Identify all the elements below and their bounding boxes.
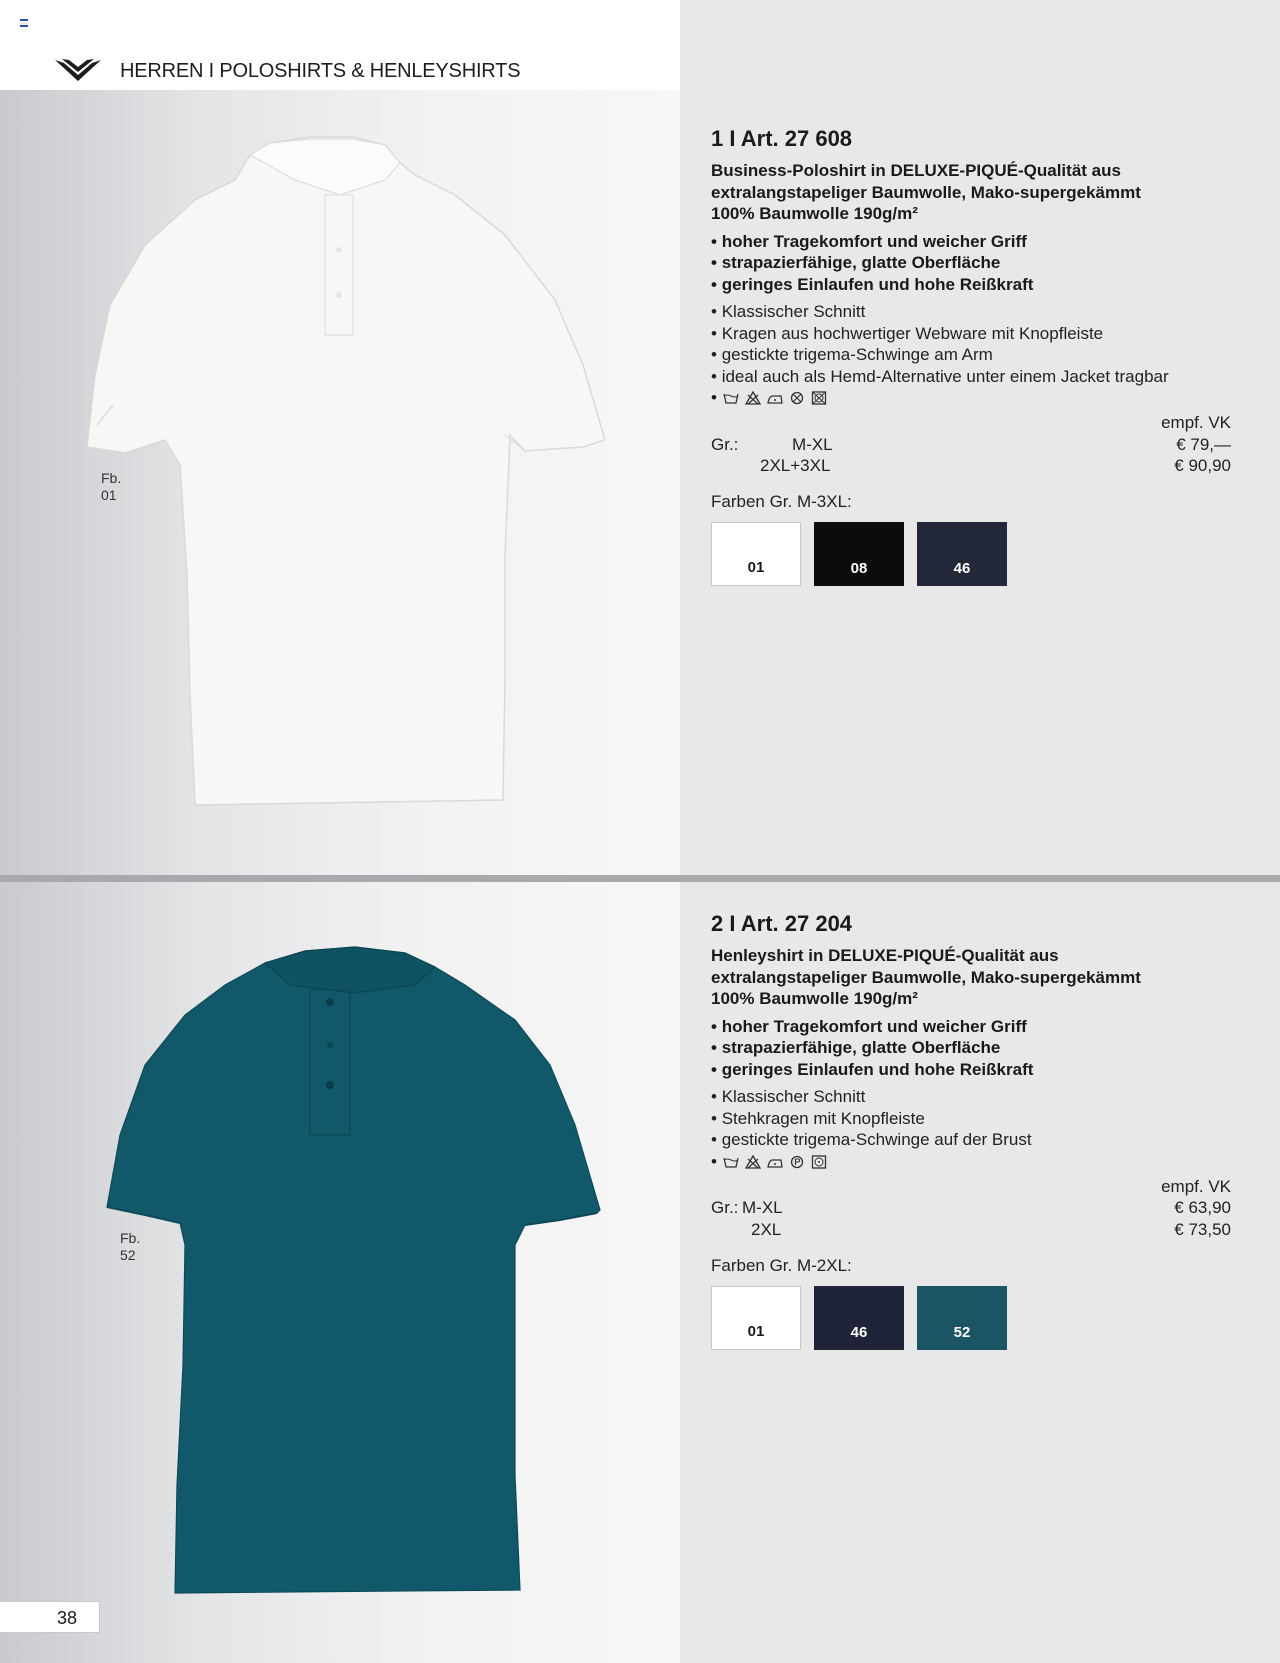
care-symbols — [711, 1152, 1231, 1172]
no-bleach-icon — [745, 391, 761, 405]
feature-item: • Stehkragen mit Knopfleiste — [711, 1108, 1231, 1130]
dry-clean-p-icon — [789, 1155, 805, 1169]
color-swatch-46[interactable] — [814, 1286, 904, 1350]
page-number-box — [0, 1601, 100, 1633]
no-bleach-icon — [745, 1155, 761, 1169]
feature-item: • Klassischer Schnitt — [711, 301, 1231, 323]
teal-henleyshirt-image — [105, 945, 605, 1595]
language-flag-icon[interactable] — [20, 19, 28, 27]
key-features-list — [711, 1016, 1231, 1081]
swatch-code: 46 — [850, 1323, 868, 1341]
price-table — [711, 1176, 1231, 1242]
description-line: Henleyshirt in DELUXE-PIQUÉ-Qualität aus — [711, 946, 1059, 965]
colors-title: Farben Gr. M-2XL: — [711, 1255, 852, 1275]
feature-item: • gestickte trigema-Schwinge auf der Brust — [711, 1129, 1231, 1151]
no-tumble-dry-icon — [789, 391, 805, 405]
wash-40-icon — [723, 391, 739, 405]
iron-icon — [767, 1155, 783, 1169]
price-value: € 79,— — [1176, 434, 1231, 454]
description-line: Business-Poloshirt in DELUXE-PIQUÉ-Qualität aus — [711, 161, 1121, 180]
feature-item: • Klassischer Schnitt — [711, 1086, 1231, 1108]
price-table — [711, 412, 1231, 478]
swatch-code: 46 — [953, 560, 971, 577]
iron-icon — [767, 391, 783, 405]
feature-item: • gestickte trigema-Schwinge am Arm — [711, 344, 1231, 366]
no-dry-clean-icon — [811, 391, 827, 405]
price-value: € 73,50 — [1174, 1219, 1231, 1239]
description-line: extralangstapeliger Baumwolle, Mako-supergekämmt — [711, 182, 1141, 202]
swatch-code: 52 — [953, 1323, 971, 1341]
bullet — [711, 388, 717, 408]
article-title: 1 I Art. 27 608 — [711, 126, 853, 151]
trigema-logo-icon — [54, 57, 102, 85]
color-swatch-46[interactable] — [917, 522, 1007, 586]
key-features-list — [711, 231, 1231, 296]
color-code-label-2 — [120, 1230, 140, 1264]
price-header: empf. VK — [1161, 413, 1231, 432]
product-description — [711, 160, 1231, 225]
colors-title: Farben Gr. M-3XL: — [711, 492, 852, 511]
swatch-code: 08 — [850, 560, 868, 577]
price-value: € 63,90 — [1174, 1198, 1231, 1217]
feature-item: • strapazierfähige, glatte Oberfläche — [711, 252, 1231, 274]
feature-item: • hoher Tragekomfort und weicher Griff — [711, 231, 1231, 253]
feature-item: • strapazierfähige, glatte Oberfläche — [711, 1037, 1231, 1059]
product-info-2 — [711, 911, 1231, 1350]
fb-code-text: 52 — [120, 1247, 136, 1263]
color-swatches — [711, 522, 1231, 586]
color-swatches — [711, 1286, 1231, 1350]
features-list — [711, 301, 1231, 387]
size-label: Gr.: — [711, 1198, 739, 1217]
article-title: 2 I Art. 27 204 — [711, 911, 853, 936]
price-value: € 90,90 — [1174, 456, 1231, 475]
color-swatch-01[interactable] — [711, 522, 801, 586]
bullet — [711, 1152, 717, 1172]
page-number: 38 — [56, 1608, 77, 1628]
fb-code-text: 01 — [101, 487, 117, 503]
white-poloshirt-image — [85, 135, 605, 815]
description-line: 100% Baumwolle 190g/m² — [711, 204, 918, 223]
color-swatch-01[interactable] — [711, 1286, 801, 1350]
section-divider — [0, 875, 1280, 882]
feature-item: • hoher Tragekomfort und weicher Griff — [711, 1016, 1231, 1038]
wash-40-icon — [723, 1155, 739, 1169]
feature-item: • Kragen aus hochwertiger Webware mit Knopfleiste — [711, 323, 1231, 345]
size-range: 2XL+3XL — [760, 456, 831, 475]
size-range: 2XL — [751, 1219, 782, 1239]
description-line: extralangstapeliger Baumwolle, Mako-supergekämmt — [711, 967, 1141, 987]
page-title: HERREN I POLOSHIRTS & HENLEYSHIRTS — [120, 60, 521, 82]
description-line: 100% Baumwolle 190g/m² — [711, 989, 918, 1008]
color-swatch-08[interactable] — [814, 522, 904, 586]
size-range: M-XL — [792, 434, 833, 454]
swatch-code: 01 — [747, 1322, 765, 1340]
feature-item: • geringes Einlaufen und hohe Reißkraft — [711, 1059, 1231, 1081]
tumble-dry-icon — [811, 1155, 827, 1169]
product-info-1 — [711, 126, 1231, 586]
fb-label-text: Fb. — [101, 470, 122, 486]
product-description — [711, 945, 1231, 1010]
swatch-code: 01 — [747, 559, 765, 576]
feature-item: • ideal auch als Hemd-Alternative unter einem Jacket tragbar — [711, 366, 1231, 388]
care-symbols — [711, 388, 1231, 408]
color-code-label-1 — [101, 470, 121, 504]
fb-label-text: Fb. — [120, 1230, 141, 1246]
feature-item: • geringes Einlaufen und hohe Reißkraft — [711, 274, 1231, 296]
size-range: M-XL — [742, 1198, 783, 1217]
color-swatch-52[interactable] — [917, 1286, 1007, 1350]
price-header: empf. VK — [1161, 1176, 1231, 1196]
features-list — [711, 1086, 1231, 1151]
size-label: Gr.: — [711, 434, 739, 454]
